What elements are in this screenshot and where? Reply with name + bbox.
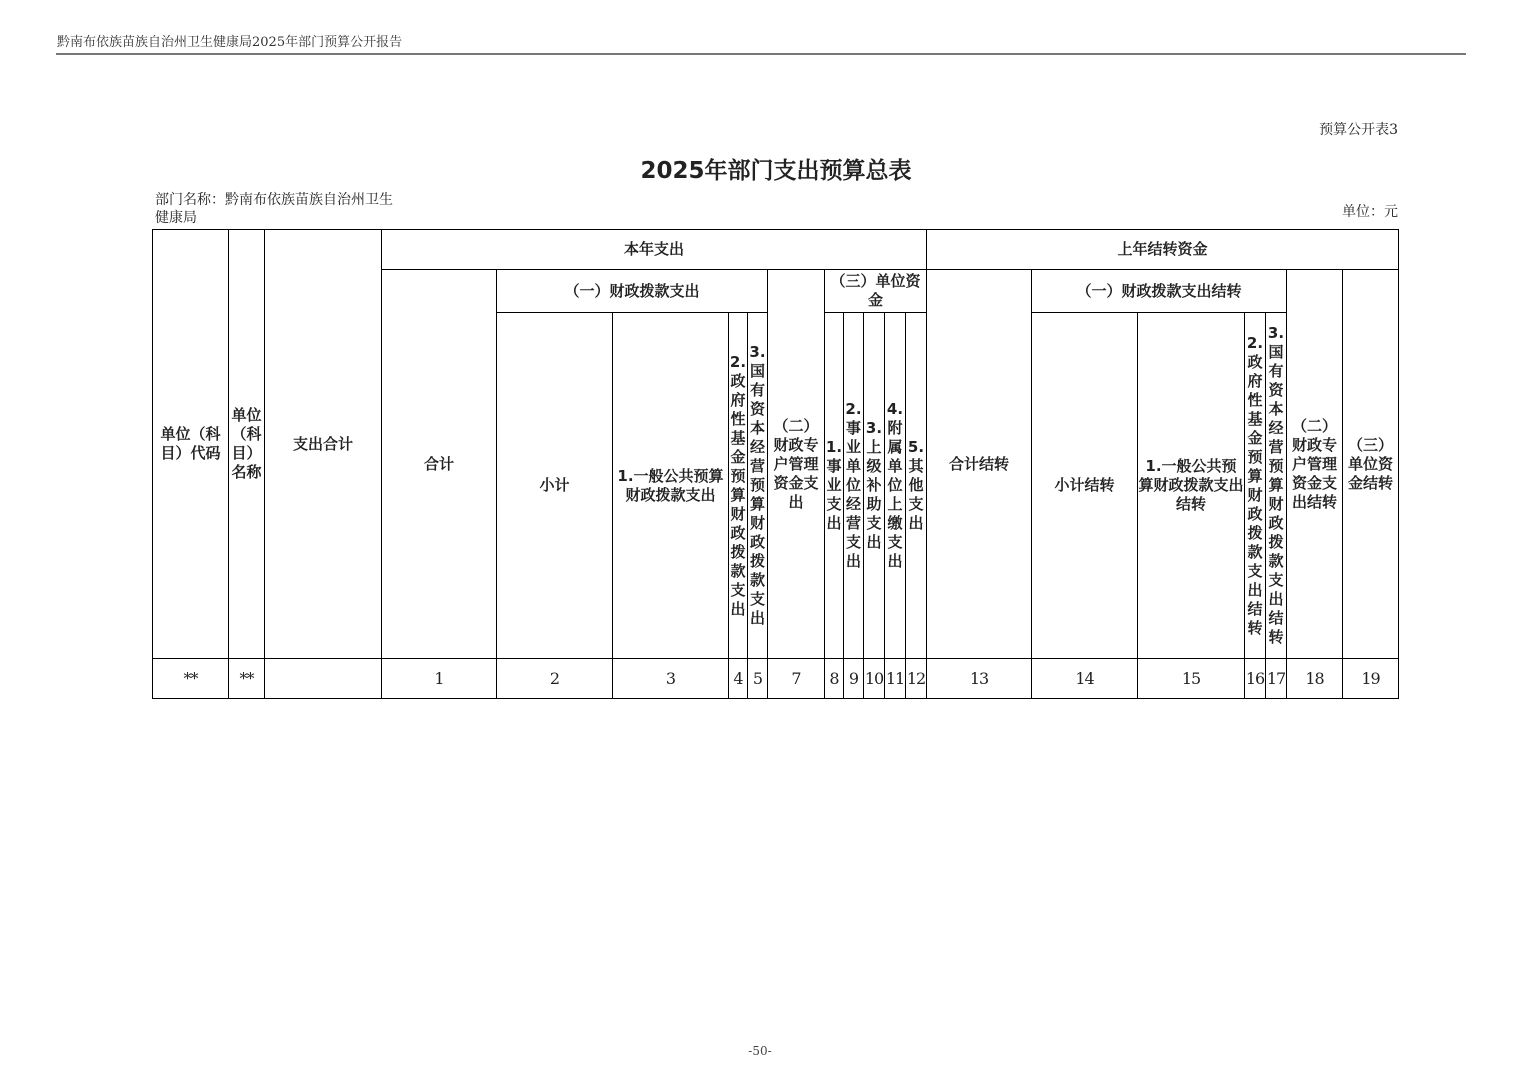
header-subtotal: 小计 xyxy=(497,313,613,659)
table-cell: 11 xyxy=(885,659,906,699)
table-cell: 18 xyxy=(1287,659,1343,699)
header-fiscal: （一）财政拨款支出 xyxy=(497,270,768,313)
table-cell: 14 xyxy=(1032,659,1138,699)
table-cell xyxy=(265,659,382,699)
header-prior-year: 上年结转资金 xyxy=(927,230,1399,270)
table-cell: 1 xyxy=(382,659,497,699)
budget-table xyxy=(152,229,1399,699)
table-cell: 13 xyxy=(927,659,1032,699)
table-cell: 2 xyxy=(497,659,613,699)
page-number: -50- xyxy=(748,1044,772,1058)
table-cell: 8 xyxy=(825,659,844,699)
header-unit-code: 单位（科目）代码 xyxy=(153,230,229,659)
currency-unit: 单位：元 xyxy=(1342,204,1398,220)
header-unit-funds-carry: （三）单位资金结转 xyxy=(1343,270,1399,659)
header-rule xyxy=(56,53,1466,55)
table-cell: 12 xyxy=(906,659,927,699)
table-cell: 19 xyxy=(1343,659,1399,699)
table-cell: 4 xyxy=(729,659,748,699)
header-affiliated: 4.附属单位上缴支出 xyxy=(885,313,906,659)
running-header: 黔南布依族苗族自治州卫生健康局2025年部门预算公开报告 xyxy=(57,35,403,50)
table-cell: 3 xyxy=(613,659,729,699)
page-title: 2025年部门支出预算总表 xyxy=(640,158,912,184)
header-undertaking: 1.事业支出 xyxy=(825,313,844,659)
header-carry-total: 合计结转 xyxy=(927,270,1032,659)
table-cell: 5 xyxy=(748,659,768,699)
header-current-year: 本年支出 xyxy=(382,230,927,270)
table-row xyxy=(153,659,1399,699)
header-state-capital-carry: 3.国有资本经营预算财政拨款支出结转 xyxy=(1266,313,1287,659)
header-total: 支出合计 xyxy=(265,230,382,659)
table-cell: 17 xyxy=(1266,659,1287,699)
table-cell: 10 xyxy=(864,659,885,699)
department-name: 部门名称：黔南布依族苗族自治州卫生健康局 xyxy=(155,192,393,226)
table-cell: ** xyxy=(229,659,265,699)
form-number: 预算公开表3 xyxy=(1319,122,1398,138)
header-general-public-carry: 1.一般公共预算财政拨款支出结转 xyxy=(1138,313,1245,659)
header-business: 2.事业单位经营支出 xyxy=(844,313,864,659)
header-gov-fund: 2.政府性基金预算财政拨款支出 xyxy=(729,313,748,659)
header-general-public: 1.一般公共预算财政拨款支出 xyxy=(613,313,729,659)
header-fiscal-carry: （一）财政拨款支出结转 xyxy=(1032,270,1287,313)
header-special-account: （二）财政专户管理资金支出 xyxy=(768,270,825,659)
table-cell: 9 xyxy=(844,659,864,699)
table-cell: ** xyxy=(153,659,229,699)
header-other: 5.其他支出 xyxy=(906,313,927,659)
header-unit-name: 单位（科目）名称 xyxy=(229,230,265,659)
header-subsidy: 3.上级补助支出 xyxy=(864,313,885,659)
header-special-account-carry: （二）财政专户管理资金支出结转 xyxy=(1287,270,1343,659)
header-state-capital: 3.国有资本经营预算财政拨款支出 xyxy=(748,313,768,659)
table-cell: 7 xyxy=(768,659,825,699)
header-unit-funds: （三）单位资金 xyxy=(825,270,927,313)
table-cell: 15 xyxy=(1138,659,1245,699)
table-cell: 16 xyxy=(1245,659,1266,699)
header-subtotal-all: 合计 xyxy=(382,270,497,659)
header-gov-fund-carry: 2.政府性基金预算财政拨款支出结转 xyxy=(1245,313,1266,659)
header-subtotal-carry: 小计结转 xyxy=(1032,313,1138,659)
